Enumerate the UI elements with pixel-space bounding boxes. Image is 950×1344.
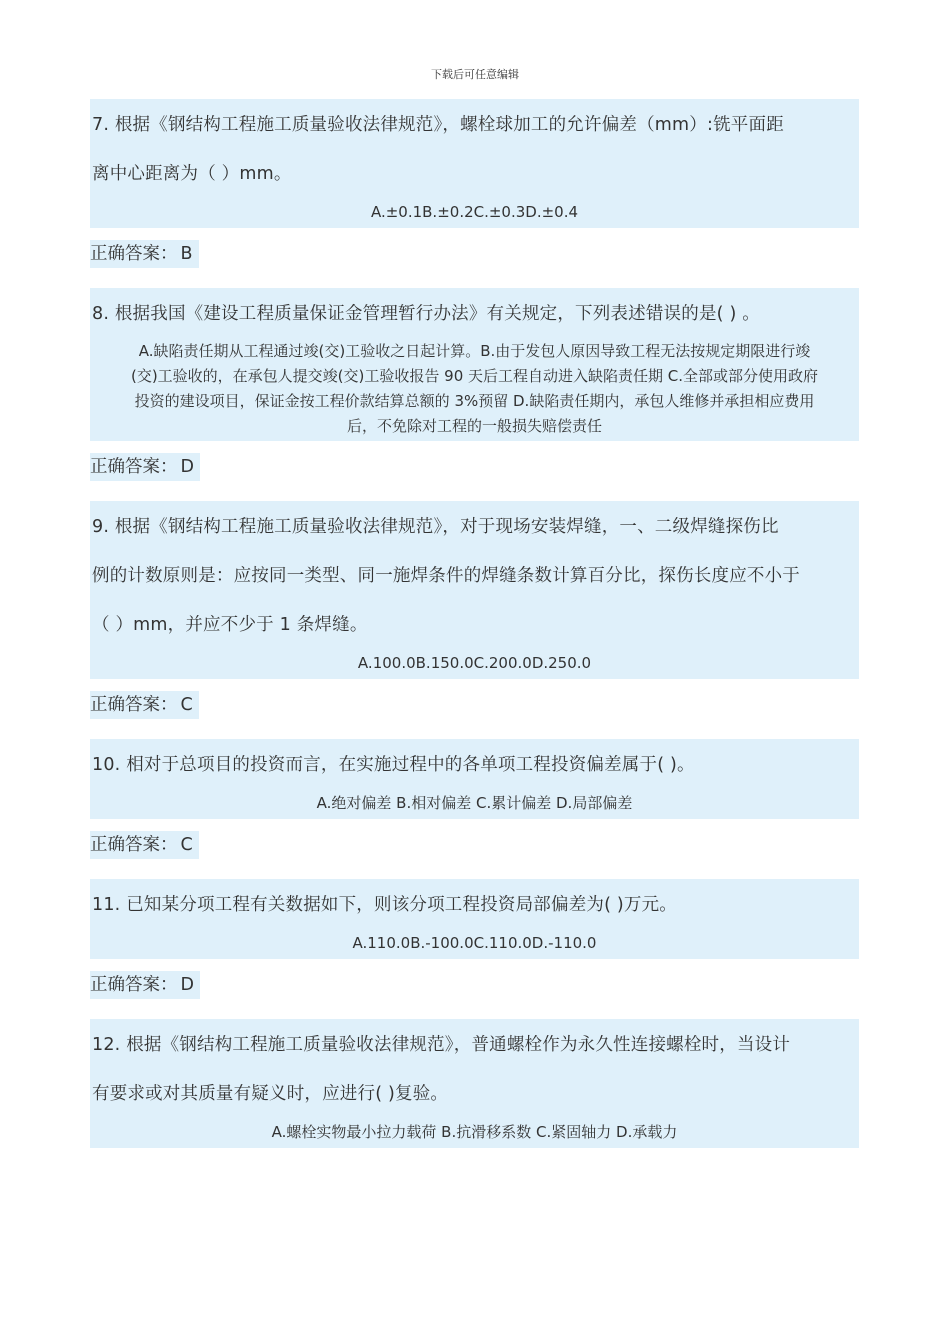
page-header: 下载后可任意编辑: [431, 68, 519, 81]
answer-line: [90, 971, 859, 999]
option-line: A.100.0B.150.0C.200.0D.250.0: [357, 654, 592, 672]
question-options: [92, 339, 857, 441]
answer-line: [90, 691, 859, 719]
answer-label: 正确答案：: [90, 691, 181, 719]
question-text: [92, 501, 857, 650]
question-block: [90, 99, 859, 228]
question-text: [92, 288, 857, 339]
option-line: A.缺陷责任期从工程通过竣(交)工验收之日起计算。B.由于发包人原因导致工程无法按规定期限进行竣: [138, 342, 811, 360]
question-line: 有要求或对其质量有疑义时，应进行( )复验。: [92, 1084, 449, 1104]
answer-value: C: [181, 691, 196, 719]
question-block: [90, 501, 859, 679]
question-options: [92, 199, 857, 228]
answer-line: [90, 831, 859, 859]
question-line: 12. 根据《钢结构工程施工质量验收法律规范》，普通螺栓作为永久性连接螺栓时，当设计: [92, 1035, 791, 1055]
question-block: [90, 1019, 859, 1148]
question-options: [92, 790, 857, 819]
question-options: [92, 1119, 857, 1148]
option-line: 投资的建设项目，保证金按工程价款结算总额的 3%预留 D.缺陷责任期内，承包人维修并承担相应费用: [134, 392, 815, 410]
question-options: [92, 930, 857, 959]
option-line: A.绝对偏差 B.相对偏差 C.累计偏差 D.局部偏差: [316, 794, 633, 812]
question-line: 离中心距离为（ ）mm。: [92, 164, 292, 184]
answer-label: 正确答案：: [90, 453, 181, 481]
question-text: [92, 1019, 857, 1119]
question-line: 11. 已知某分项工程有关数据如下，则该分项工程投资局部偏差为( )万元。: [92, 895, 678, 915]
question-block: [90, 288, 859, 441]
option-line: (交)工验收的，在承包人提交竣(交)工验收报告 90 天后工程自动进入缺陷责任期 C.全部或部分使用政府: [130, 367, 819, 385]
answer-value: D: [181, 971, 197, 999]
question-line: 8. 根据我国《建设工程质量保证金管理暂行办法》有关规定，下列表述错误的是( ) 。: [92, 304, 760, 324]
question-text: [92, 99, 857, 199]
answer-label: 正确答案：: [90, 971, 181, 999]
option-line: 后，不免除对工程的一般损失赔偿责任: [346, 417, 602, 435]
question-block: [90, 879, 859, 959]
question-line: （ ）mm，并应不少于 1 条焊缝。: [92, 615, 368, 635]
option-line: A.螺栓实物最小拉力载荷 B.抗滑移系数 C.紧固轴力 D.承载力: [271, 1123, 678, 1141]
answer-value: B: [181, 240, 196, 268]
question-line: 例的计数原则是：应按同一类型、同一施焊条件的焊缝条数计算百分比，探伤长度应不小于: [92, 566, 800, 586]
question-line: 10. 相对于总项目的投资而言，在实施过程中的各单项工程投资偏差属于( )。: [92, 755, 695, 775]
question-text: [92, 879, 857, 930]
option-line: A.±0.1B.±0.2C.±0.3D.±0.4: [370, 203, 579, 221]
question-text: [92, 739, 857, 790]
answer-label: 正确答案：: [90, 831, 181, 859]
question-list: [90, 99, 859, 1148]
question-options: [92, 650, 857, 679]
question-block: [90, 739, 859, 819]
question-line: 7. 根据《钢结构工程施工质量验收法律规范》，螺栓球加工的允许偏差（mm）:铣平面距: [92, 115, 784, 135]
question-line: 9. 根据《钢结构工程施工质量验收法律规范》，对于现场安装焊缝，一、二级焊缝探伤比: [92, 517, 779, 537]
answer-line: [90, 453, 859, 481]
option-line: A.110.0B.-100.0C.110.0D.-110.0: [352, 934, 597, 952]
answer-label: 正确答案：: [90, 240, 181, 268]
answer-line: [90, 240, 859, 268]
answer-value: C: [181, 831, 196, 859]
answer-value: D: [181, 453, 197, 481]
